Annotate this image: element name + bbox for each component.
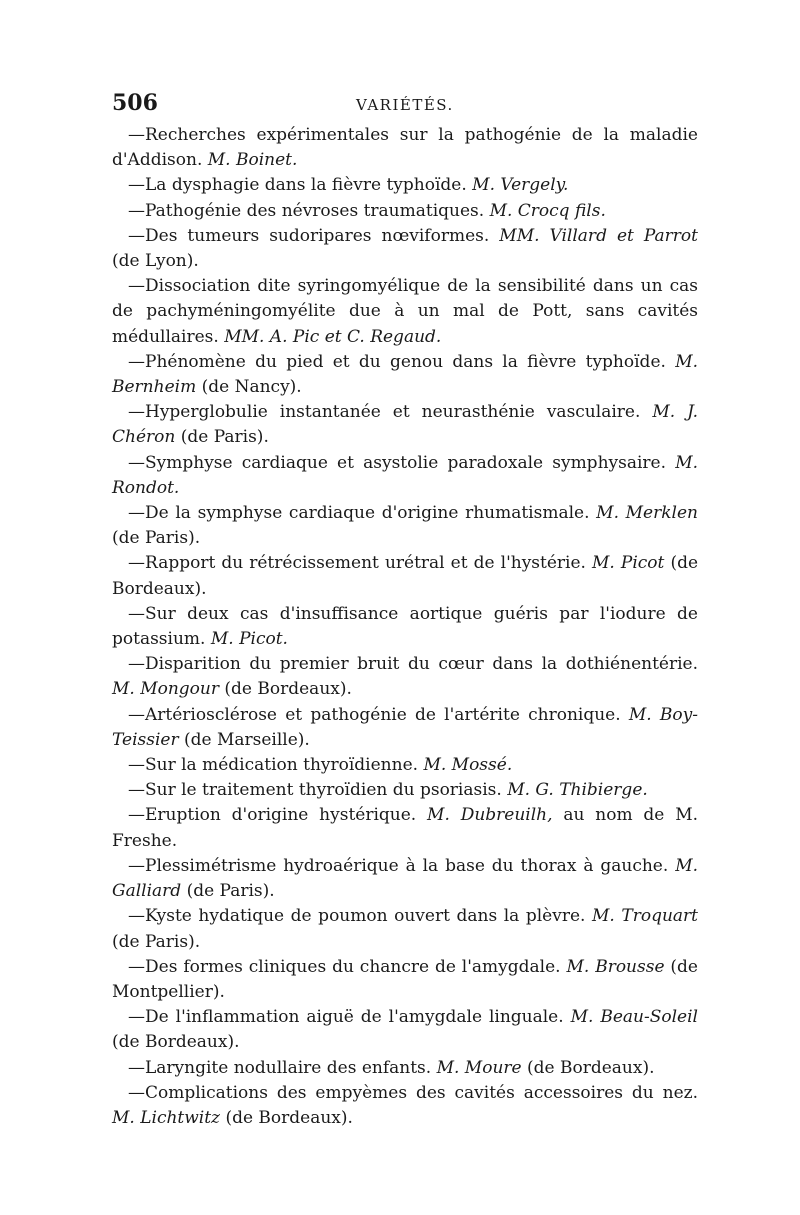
entry-title: De la symphyse cardiaque d'origine rhumatismale. [145,503,590,524]
entry-title: Hyperglobulie instantanée et neurasthénie vasculaire. [145,402,641,423]
list-item: —La dysphagie dans la fièvre typhoïde. M. Vergely. [128,175,569,196]
list-item: —Des formes cliniques du chancre de l'amygdale. M. Brousse (de Montpellier). [112,956,698,1002]
entry-author: M. J. Chéron [112,402,699,448]
list-item: —Sur le traitement thyroïdien du psoriasis. M. G. Thibierge. [128,780,648,801]
entry-author: M. Mossé. [423,755,513,776]
entry-title: Eruption d'origine hystérique. [145,805,417,826]
entry-title: Complications des empyèmes des cavités accessoires du nez. [145,1082,698,1103]
entry-author: M. G. Thibierge. [507,780,648,801]
entry-place: (de Bordeaux). [225,1107,353,1128]
entry-title: Recherches expérimentales sur la pathogénie de la maladie d'Addison. [112,125,698,171]
entry-title: Sur la médication thyroïdienne. [145,755,419,776]
entry-title: Pathogénie des névroses traumatiques. [145,200,485,221]
list-item: —Pathogénie des névroses traumatiques. M. Crocq fils. [128,200,606,221]
entry-author: M. Lichtwitz [112,1107,221,1128]
list-item: —De l'inflammation aiguë de l'amygdale linguale. M. Beau-Soleil (de Bordeaux). [112,1007,698,1053]
list-item: —Dissociation dite syringomyélique de la sensibilité dans un cas de pachyméningomyélite due à un mal de Pott, sans cavités médullaires. MM. A. Pic et C. Regaud. [112,276,698,347]
list-item: —Laryngite nodullaire des enfants. M. Moure (de Bordeaux). [128,1057,655,1078]
entry-author: M. Boinet. [207,150,298,171]
entry-author: M. Picot [592,553,665,574]
entry-author: MM. A. Pic et C. Regaud. [224,326,442,347]
list-item: —Phénomène du pied et du genou dans la fièvre typhoïde. M. Bernheim (de Nancy). [112,351,698,398]
list-item: —Plessimétrisme hydroaérique à la base du thorax à gauche. M. Galliard (de Paris). [112,855,698,902]
entry-author: M. Vergely. [472,175,569,196]
list-item: —Recherches expérimentales sur la pathogénie de la maladie d'Addison. M. Boinet. [112,125,698,171]
entry-place: (de Marseille). [184,729,310,750]
entry-title: Artériosclérose et pathogénie de l'artérite chronique. [145,704,621,725]
list-item: —Complications des empyèmes des cavités accessoires du nez. M. Lichtwitz (de Bordeaux). [112,1082,698,1128]
page-number: 506 [112,90,158,116]
entry-place: (de Montpellier). [112,956,698,1002]
entry-author: M. Boy-Teissier [112,704,698,750]
entry-title: Des formes cliniques du chancre de l'amygdale. [145,956,561,977]
entry-author: M. Rondot. [112,452,698,498]
list-item: —Sur deux cas d'insuffisance aortique guéris par l'iodure de potassium. M. Picot. [112,603,698,650]
list-item: —Disparition du premier bruit du cœur dans la dothiénentérie. M. Mongour (de Bordeaux). [112,654,698,700]
entry-author: M. Crocq fils. [489,200,606,221]
list-item: —Sur la médication thyroïdienne. M. Mossé. [128,755,513,776]
entry-place: (de Paris). [112,931,201,952]
entry-author: M. Beau-Soleil [570,1007,698,1028]
entry-place: (de Bordeaux). [112,1032,240,1053]
list-item: —Hyperglobulie instantanée et neurasthénie vasculaire. M. J. Chéron (de Paris). [112,402,699,448]
entry-title: Kyste hydatique de poumon ouvert dans la plèvre. [145,906,586,927]
entry-author: M. Mongour [112,679,219,700]
running-title: VARIÉTÉS. [356,96,454,114]
entry-title: De l'inflammation aiguë de l'amygdale linguale. [145,1007,564,1028]
entry-author: M. Merklen [596,503,698,524]
entry-author: M. Picot. [210,629,288,650]
entry-place: (de Bordeaux). [527,1057,655,1078]
entry-place: (de Paris). [186,881,275,902]
entry-title: Laryngite nodullaire des enfants. [145,1057,432,1078]
entry-title: Disparition du premier bruit du cœur dans la dothiénentérie. [145,654,698,675]
entry-place: (de Paris). [112,528,201,549]
list-item: —Artériosclérose et pathogénie de l'artérite chronique. M. Boy-Teissier (de Marseille). [112,704,698,750]
entry-author: M. Bernheim [112,351,698,398]
entry-title: Des tumeurs sudoripares nœviformes. [145,225,490,246]
entry-author: MM. Villard et Parrot [499,225,698,246]
list-item: —Kyste hydatique de poumon ouvert dans la plèvre. M. Troquart (de Paris). [112,906,698,952]
entry-author: M. Troquart [592,906,698,927]
entry-title: Phénomène du pied et du genou dans la fièvre typhoïde. [145,351,666,372]
entry-title: Rapport du rétrécissement urétral et de l'hystérie. [145,553,586,574]
list-item: —Rapport du rétrécissement urétral et de l'hystérie. M. Picot (de Bordeaux). [112,553,699,599]
list-item: —Eruption d'origine hystérique. M. Dubreuilh, au nom de M. Freshe. [112,805,699,851]
entry-place: (de Lyon). [112,251,199,272]
bibliography-list [112,123,698,1131]
entry-place: (de Paris). [180,427,269,448]
list-item: —Symphyse cardiaque et asystolie paradoxale symphysaire. M. Rondot. [112,452,698,498]
list-item: —Des tumeurs sudoripares nœviformes. MM. Villard et Parrot (de Lyon). [112,225,698,272]
entry-title: Sur deux cas d'insuffisance aortique guéris par l'iodure de potassium. [112,603,698,650]
entry-title: Dissociation dite syringomyélique de la sensibilité dans un cas de pachyméningomyélite due à un mal de Pott, sans cavités médullaires. [112,276,698,347]
list-item: —De la symphyse cardiaque d'origine rhumatismale. M. Merklen (de Paris). [112,503,698,549]
entry-title: Symphyse cardiaque et asystolie paradoxale symphysaire. [145,452,667,473]
entry-place: (de Bordeaux). [112,553,699,599]
entry-title: Plessimétrisme hydroaérique à la base du thorax à gauche. [145,855,669,876]
entry-title: La dysphagie dans la fièvre typhoïde. [145,175,467,196]
entry-place: (de Nancy). [201,377,302,398]
entry-author: M. Brousse [566,956,665,977]
entry-author: M. Dubreuilh, [427,805,553,826]
entry-place: (de Bordeaux). [224,679,352,700]
entry-place: au nom de M. Freshe. [112,805,699,851]
entry-author: M. Galliard [112,855,698,902]
entry-author: M. Moure [436,1057,522,1078]
entry-title: Sur le traitement thyroïdien du psoriasis. [145,780,502,801]
